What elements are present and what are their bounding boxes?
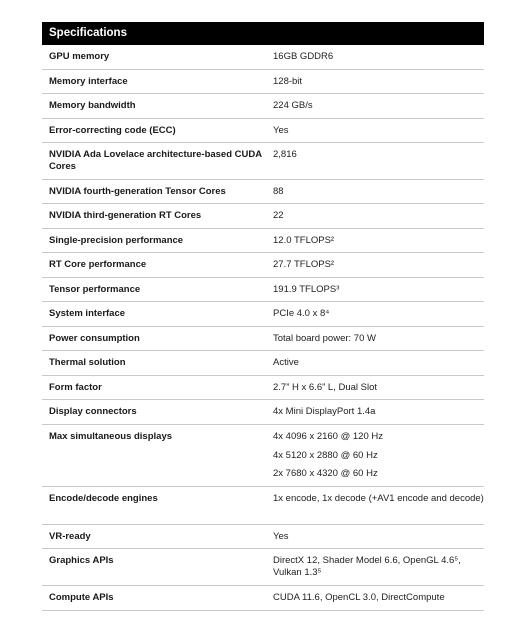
spec-label: System interface	[49, 308, 126, 319]
spec-label: NVIDIA fourth-generation Tensor Cores	[49, 186, 226, 197]
spec-value	[266, 351, 484, 375]
table-row	[42, 525, 484, 549]
spec-label: Tensor performance	[49, 284, 141, 295]
spec-value	[266, 253, 484, 277]
spec-value	[266, 45, 484, 69]
spec-value-line: 16GB GDDR6	[273, 51, 334, 62]
spec-value-line: CUDA 11.6, OpenCL 3.0, DirectCompute	[273, 592, 445, 603]
spec-label: RT Core performance	[49, 259, 147, 270]
spec-label: Memory interface	[49, 76, 128, 87]
spec-value-line: Yes	[273, 531, 289, 542]
spec-value-line: 224 GB/s	[273, 100, 313, 111]
spec-label: Power consumption	[49, 333, 140, 344]
spec-value-line: 4x Mini DisplayPort 1.4a	[273, 406, 376, 417]
spec-value	[266, 180, 484, 203]
spec-value	[266, 94, 484, 118]
table-row	[42, 70, 484, 94]
spec-label: NVIDIA Ada Lovelace architecture-based CUDA Cores	[49, 149, 262, 172]
spec-value	[266, 586, 484, 610]
table-row	[42, 180, 484, 204]
spec-label: Error-correcting code (ECC)	[49, 125, 176, 136]
spec-value-line: 27.7 TFLOPS²	[273, 259, 335, 270]
spec-value	[266, 400, 484, 424]
spec-value	[266, 487, 484, 524]
table-row	[42, 586, 484, 611]
spec-value	[266, 70, 484, 93]
table-row	[42, 549, 484, 586]
spec-value-line: Active	[273, 357, 299, 368]
spec-label: Thermal solution	[49, 357, 126, 368]
table-row	[42, 487, 484, 525]
spec-value-line: Yes	[273, 125, 289, 136]
spec-value	[266, 376, 484, 399]
spec-label: NVIDIA third-generation RT Cores	[49, 210, 202, 221]
spec-value-line: 128-bit	[273, 76, 303, 87]
spec-label: Display connectors	[49, 406, 137, 417]
spec-value-line: 12.0 TFLOPS²	[273, 235, 335, 246]
spec-label: Max simultaneous displays	[49, 431, 173, 442]
spec-rows	[42, 45, 484, 611]
table-row	[42, 351, 484, 376]
spec-value-line: 1x encode, 1x decode (+AV1 encode and decode)	[273, 493, 484, 504]
spec-value-line: 22	[273, 210, 284, 221]
table-row	[42, 119, 484, 143]
spec-label: Encode/decode engines	[49, 493, 158, 504]
spec-value	[266, 525, 484, 548]
spec-value-line: 191.9 TFLOPS³	[273, 284, 340, 295]
spec-value	[266, 302, 484, 326]
spec-label: VR-ready	[49, 531, 91, 542]
table-row	[42, 94, 484, 119]
table-row	[42, 327, 484, 351]
spec-label: Compute APIs	[49, 592, 114, 603]
spec-value-line: 2.7” H x 6.6” L, Dual Slot	[273, 382, 378, 393]
spec-value-line: DirectX 12, Shader Model 6.6, OpenGL 4.6⁵, Vulkan 1.3⁵	[273, 555, 461, 578]
table-row	[42, 45, 484, 70]
spec-value	[266, 229, 484, 252]
spec-value-line: Total board power: 70 W	[273, 333, 376, 344]
spec-value-line: PCIe 4.0 x 8⁴	[273, 308, 330, 319]
spec-value	[266, 119, 484, 142]
table-row	[42, 376, 484, 400]
table-title: Specifications	[42, 22, 484, 45]
spec-label: GPU memory	[49, 51, 110, 62]
table-row	[42, 278, 484, 302]
spec-value	[266, 143, 484, 179]
table-row	[42, 229, 484, 253]
table-row	[42, 425, 484, 487]
spec-value-line: 88	[273, 186, 284, 197]
table-row	[42, 204, 484, 229]
table-row	[42, 143, 484, 180]
table-row	[42, 400, 484, 425]
spec-value	[266, 278, 484, 301]
table-row	[42, 302, 484, 327]
spec-value	[266, 204, 484, 228]
spec-value-line: 4x 4096 x 2160 @ 120 Hz	[273, 431, 383, 442]
spec-label: Memory bandwidth	[49, 100, 136, 111]
spec-value	[266, 549, 484, 585]
spec-label: Form factor	[49, 382, 102, 393]
spec-value	[266, 425, 484, 486]
spec-value	[266, 327, 484, 350]
spec-label: Single-precision performance	[49, 235, 184, 246]
table-row	[42, 253, 484, 278]
spec-label: Graphics APIs	[49, 555, 114, 566]
spec-value-line: 4x 5120 x 2880 @ 60 Hz	[273, 449, 378, 461]
spec-value-line: 2x 7680 x 4320 @ 60 Hz	[273, 468, 378, 479]
spec-value-line: 2,816	[273, 149, 297, 160]
specifications-table	[42, 22, 484, 611]
